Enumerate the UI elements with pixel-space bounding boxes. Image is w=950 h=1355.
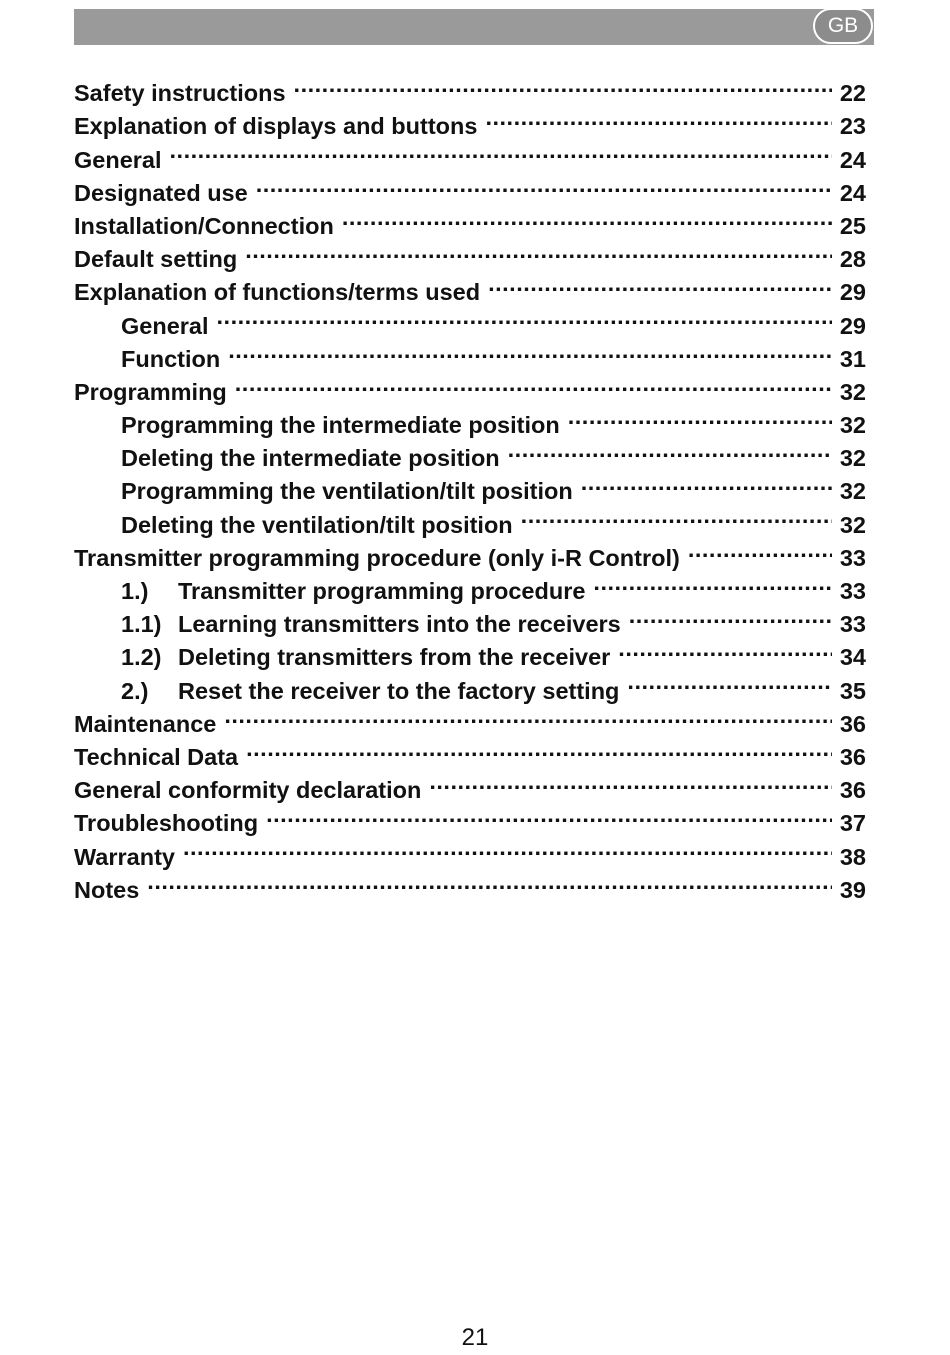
toc-entry-page: 24	[839, 146, 866, 173]
toc-leader-dots	[627, 665, 832, 698]
toc-leader-dots	[235, 367, 832, 400]
toc-entry-page: 29	[839, 279, 866, 306]
toc-entry-title: Reset the receiver to the factory setting	[178, 677, 620, 704]
toc-entry-title: Notes	[74, 876, 140, 903]
toc-leader-dots	[228, 334, 832, 367]
toc-entry-number: 1.)	[121, 578, 149, 604]
toc-entry[interactable]	[74, 68, 866, 107]
page-number: 21	[461, 1324, 489, 1351]
toc-entry-page: 25	[839, 212, 866, 239]
toc-leader-dots	[629, 599, 832, 632]
toc-entry-title: General conformity declaration	[74, 777, 422, 804]
toc-entry-title: Designated use	[74, 179, 248, 206]
toc-leader-dots	[170, 134, 832, 167]
toc-leader-dots	[217, 300, 832, 333]
toc-leader-dots	[256, 168, 832, 201]
toc-leader-dots	[688, 533, 832, 566]
toc-entry-title: Deleting the intermediate position	[121, 445, 500, 472]
toc-entry-title: Default setting	[74, 246, 238, 273]
toc-entry[interactable]	[74, 865, 866, 903]
toc-entry-page: 37	[839, 810, 866, 837]
language-badge: GB	[813, 8, 873, 44]
toc-entry-page: 39	[839, 876, 866, 903]
table-of-contents	[74, 68, 866, 903]
toc-entry-title: Deleting the ventilation/tilt position	[121, 511, 513, 538]
toc-entry-page: 33	[839, 578, 866, 604]
toc-entry-page: 28	[839, 246, 866, 273]
toc-leader-dots	[294, 68, 832, 101]
toc-entry-number: 1.2)	[121, 644, 162, 671]
toc-entry-number: 2.)	[121, 677, 149, 704]
toc-leader-dots	[246, 732, 832, 765]
toc-entry-page: 34	[839, 644, 866, 671]
header-bar	[74, 9, 874, 45]
toc-entry-title: Transmitter programming procedure	[178, 578, 586, 604]
toc-entry-page: 36	[839, 710, 866, 737]
toc-entry-title: Programming	[74, 378, 227, 405]
toc-leader-dots	[488, 267, 832, 300]
toc-entry-page: 29	[839, 312, 866, 339]
toc-entry-page: 32	[839, 511, 866, 538]
toc-entry-title: Learning transmitters into the receivers	[178, 611, 621, 638]
toc-leader-dots	[429, 765, 832, 798]
toc-leader-dots	[224, 699, 832, 732]
toc-leader-dots	[147, 865, 832, 898]
toc-entry-page: 33	[839, 544, 866, 571]
toc-entry-title: Safety instructions	[74, 80, 286, 107]
toc-entry-page: 36	[839, 743, 866, 770]
toc-entry-page: 32	[839, 445, 866, 472]
toc-entry-title: Explanation of functions/terms used	[74, 279, 481, 306]
toc-entry[interactable]	[74, 134, 866, 173]
toc-entry-number: 1.1)	[121, 611, 162, 638]
toc-entry-title: Programming the ventilation/tilt position	[121, 478, 573, 505]
toc-entry-title: Programming the intermediate position	[121, 412, 560, 439]
toc-leader-dots	[183, 831, 832, 864]
toc-leader-dots	[508, 433, 832, 466]
toc-entry[interactable]	[74, 831, 866, 870]
toc-entry-title: Warranty	[74, 843, 175, 870]
toc-entry-page: 33	[839, 611, 866, 638]
toc-entry-page: 35	[839, 677, 866, 704]
toc-entry-title: Technical Data	[74, 743, 239, 770]
toc-leader-dots	[618, 632, 832, 665]
toc-entry-title: Installation/Connection	[74, 212, 334, 239]
toc-entry-page: 31	[839, 345, 866, 372]
toc-leader-dots	[245, 234, 832, 267]
toc-leader-dots	[342, 201, 832, 234]
toc-entry-title: General	[74, 146, 162, 173]
toc-leader-dots	[581, 466, 832, 499]
toc-entry-page: 23	[839, 113, 866, 140]
toc-entry-title: Explanation of displays and buttons	[74, 113, 478, 140]
toc-entry-title: Deleting transmitters from the receiver	[178, 644, 611, 671]
toc-entry-title: Maintenance	[74, 710, 217, 737]
toc-leader-dots	[593, 566, 832, 599]
toc-entry-title: Transmitter programming procedure (only i-R Control)	[74, 544, 680, 571]
toc-entry-page: 36	[839, 777, 866, 804]
toc-entry-page: 32	[839, 412, 866, 439]
toc-entry-title: General	[121, 312, 209, 339]
toc-leader-dots	[266, 798, 832, 831]
toc-entry-page: 32	[839, 478, 866, 505]
toc-leader-dots	[568, 400, 832, 433]
toc-entry-title: Troubleshooting	[74, 810, 259, 837]
toc-entry-page: 38	[839, 843, 866, 870]
toc-entry[interactable]	[74, 168, 866, 206]
toc-entry-title: Function	[121, 345, 221, 372]
toc-leader-dots	[485, 101, 832, 134]
toc-entry-page: 24	[839, 179, 866, 206]
toc-leader-dots	[521, 499, 832, 532]
toc-entry-page: 22	[839, 80, 866, 107]
toc-entry-page: 32	[839, 378, 866, 405]
